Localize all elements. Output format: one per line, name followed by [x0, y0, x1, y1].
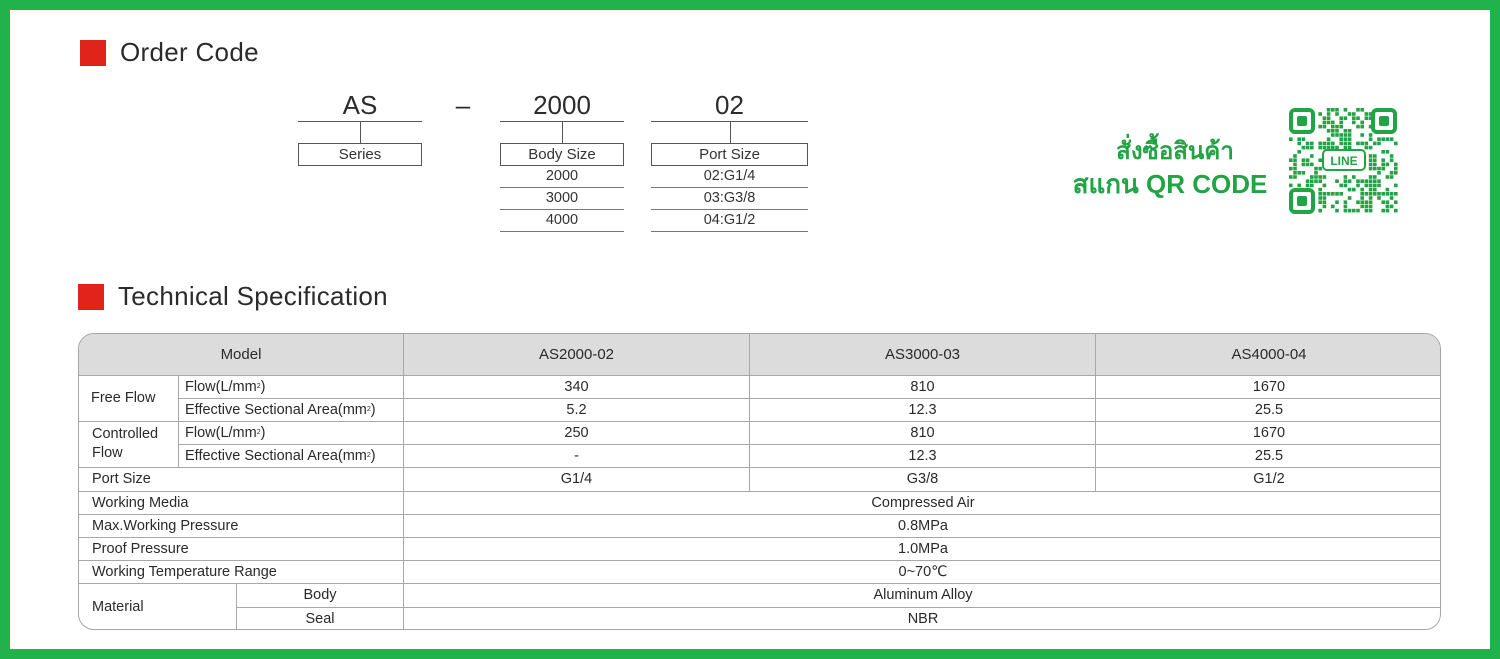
model-column-header: AS3000-03 — [884, 346, 961, 363]
controlled-flow-label: Controlled — [92, 426, 159, 442]
free-flow-area-value: 12.3 — [908, 401, 937, 418]
order-code-heading — [80, 37, 259, 68]
port-size-value: G1/2 — [1253, 471, 1285, 487]
controlled-flow-area-label: Effective Sectional Area(mm 2 ) — [185, 447, 376, 464]
body-size-option: 4000 — [500, 210, 624, 232]
port-size-label: Port Size — [92, 471, 151, 487]
temperature-value: 0~70℃ — [898, 563, 948, 580]
line-qr-code-icon[interactable] — [1287, 106, 1399, 216]
order-product-text: สั่งซื้อสินค้า — [1116, 138, 1234, 165]
body-size-connector — [562, 121, 563, 143]
port-size-option: 04:G1/2 — [651, 210, 808, 232]
red-square-icon — [78, 284, 104, 310]
code-dash: – — [455, 90, 471, 120]
port-size-value: G3/8 — [906, 471, 939, 487]
working-media-label: Working Media — [92, 494, 189, 511]
order-code-title: Order Code — [120, 37, 259, 67]
material-body-value: Aluminum Alloy — [873, 587, 973, 603]
body-size-label-box: Body Size — [500, 143, 624, 166]
model-column-header: AS4000-04 — [1231, 346, 1307, 363]
free-flow-area-value: 5.2 — [566, 401, 587, 418]
tech-spec-heading — [78, 281, 388, 312]
temperature-label: Working Temperature Range — [92, 563, 277, 580]
series-connector — [360, 121, 361, 143]
model-header: Model — [220, 346, 262, 363]
controlled-flow-value: 1670 — [1252, 424, 1286, 441]
body-size-code: 2000 — [533, 90, 591, 120]
controlled-flow-value: 250 — [564, 424, 589, 441]
port-size-option: 03:G3/8 — [651, 188, 808, 210]
proof-pressure-value: 1.0MPa — [898, 540, 948, 557]
material-seal-value: NBR — [907, 611, 939, 627]
series-label-box: Series — [298, 143, 422, 166]
scan-qr-text: สแกน QR CODE — [1072, 169, 1268, 199]
working-media-value: Compressed Air — [871, 494, 975, 511]
free-flow-value: 1670 — [1252, 378, 1286, 395]
qr-line-badge: LINE — [1330, 154, 1358, 168]
controlled-flow-area-value: 12.3 — [908, 447, 937, 464]
material-seal-label: Seal — [305, 611, 335, 627]
controlled-flow-area-value: - — [574, 447, 579, 464]
max-pressure-value: 0.8MPa — [898, 517, 948, 534]
controlled-flow-value: 810 — [910, 424, 935, 441]
port-size-connector — [730, 121, 731, 143]
free-flow-label: Free Flow — [91, 390, 156, 406]
body-size-option: 2000 — [500, 166, 624, 188]
controlled-flow-label-line2: Flow — [92, 445, 123, 461]
series-code: AS — [342, 90, 378, 120]
controlled-flow-area-value: 25.5 — [1254, 447, 1284, 464]
red-square-icon — [80, 40, 106, 66]
port-size-value: G1/4 — [560, 471, 593, 487]
port-size-option: 02:G1/4 — [651, 166, 808, 188]
material-label: Material — [92, 599, 144, 615]
model-column-header: AS2000-02 — [538, 346, 615, 363]
free-flow-value: 340 — [564, 378, 589, 395]
port-size-code: 02 — [715, 90, 744, 120]
free-flow-area-label: Effective Sectional Area(mm 2 ) — [185, 401, 376, 418]
free-flow-area-value: 25.5 — [1254, 401, 1284, 418]
port-size-label-box: Port Size — [651, 143, 808, 166]
spec-table — [78, 333, 1441, 630]
proof-pressure-label: Proof Pressure — [92, 540, 189, 557]
tech-spec-title: Technical Specification — [118, 281, 388, 311]
free-flow-value: 810 — [910, 378, 935, 395]
body-size-option: 3000 — [500, 188, 624, 210]
max-pressure-label: Max.Working Pressure — [92, 517, 239, 534]
material-body-label: Body — [303, 587, 337, 603]
free-flow-flow-label: Flow(L/mm 2 ) — [185, 378, 266, 395]
controlled-flow-flow-label: Flow(L/mm 2 ) — [185, 424, 266, 441]
